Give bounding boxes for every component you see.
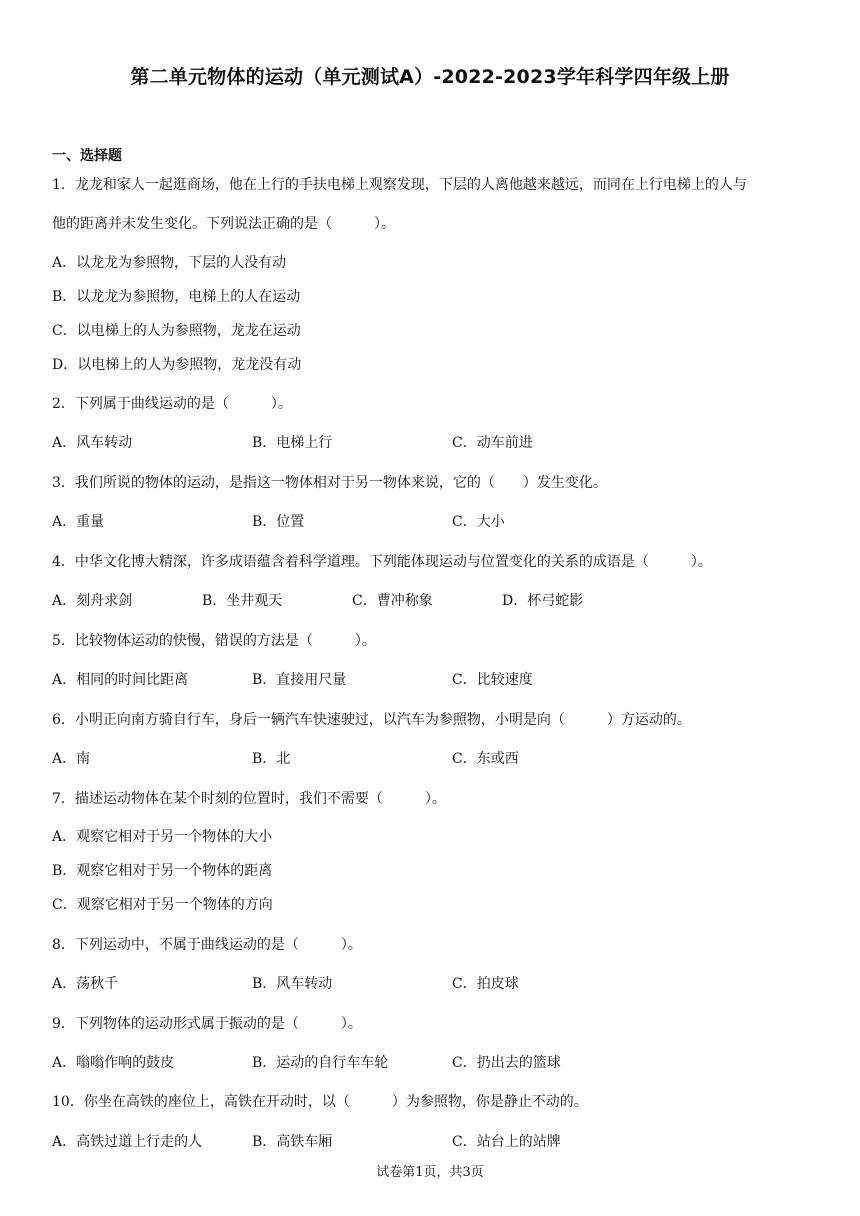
page-title: 第二单元物体的运动（单元测试A）-2022-2023学年科学四年级上册: [130, 66, 730, 88]
question-7-option-a[interactable]: A．观察它相对于另一个物体的大小: [52, 829, 273, 845]
question-5-option-b[interactable]: B．直接用尺量: [252, 672, 347, 688]
question-9-stem: 9．下列物体的运动形式属于振动的是（ ）。: [52, 1016, 362, 1032]
question-10-option-a[interactable]: A．高铁过道上行走的人: [52, 1134, 203, 1150]
question-9-option-c[interactable]: C．扔出去的篮球: [452, 1055, 561, 1071]
question-2-option-a[interactable]: A．风车转动: [52, 435, 133, 451]
question-4-option-b[interactable]: B．坐井观天: [202, 593, 283, 609]
question-1-option-c[interactable]: C．以电梯上的人为参照物，龙龙在运动: [52, 323, 301, 339]
question-3-option-a[interactable]: A．重量: [52, 514, 105, 530]
question-8-options: [52, 973, 812, 993]
question-4-option-d[interactable]: D．杯弓蛇影: [502, 593, 584, 609]
question-2-option-c[interactable]: C．动车前进: [452, 435, 533, 451]
question-6-stem: 6．小明正向南方骑自行车，身后一辆汽车快速驶过，以汽车为参照物，小明是向（ ）方运动的。: [52, 712, 691, 728]
question-5-stem: 5．比较物体运动的快慢，错误的方法是（ ）。: [52, 633, 376, 649]
page-footer: 试卷第1页，共3页: [376, 1165, 484, 1180]
question-6-option-c[interactable]: C．东或西: [452, 751, 519, 767]
question-8-option-a[interactable]: A．荡秋千: [52, 976, 119, 992]
question-7-option-c[interactable]: C．观察它相对于另一个物体的方向: [52, 897, 273, 913]
question-8-option-b[interactable]: B．风车转动: [252, 976, 333, 992]
question-8-stem: 8．下列运动中，不属于曲线运动的是（ ）。: [52, 937, 362, 953]
question-9-option-a[interactable]: A．嗡嗡作响的鼓皮: [52, 1055, 175, 1071]
question-4-option-c[interactable]: C．曹冲称象: [352, 593, 433, 609]
question-10-stem: 10．你坐在高铁的座位上，高铁在开动时，以（ ）为参照物，你是静止不动的。: [52, 1094, 588, 1110]
question-4-options: [52, 590, 812, 610]
question-5-options: [52, 669, 812, 689]
question-7-option-b[interactable]: B．观察它相对于另一个物体的距离: [52, 863, 273, 879]
question-3-option-b[interactable]: B．位置: [252, 514, 305, 530]
question-4-option-a[interactable]: A．刻舟求剑: [52, 593, 133, 609]
question-1-stem-line-2: 他的距离并未发生变化。下列说法正确的是（ ）。: [52, 216, 395, 232]
question-2-option-b[interactable]: B．电梯上行: [252, 435, 333, 451]
question-1-option-d[interactable]: D．以电梯上的人为参照物，龙龙没有动: [52, 357, 302, 373]
question-10-options: [52, 1131, 812, 1151]
question-2-stem: 2．下列属于曲线运动的是（ ）。: [52, 396, 292, 412]
question-3-option-c[interactable]: C．大小: [452, 514, 505, 530]
question-1-option-a[interactable]: A．以龙龙为参照物，下层的人没有动: [52, 255, 287, 271]
question-10-option-b[interactable]: B．高铁车厢: [252, 1134, 333, 1150]
question-5-option-c[interactable]: C．比较速度: [452, 672, 533, 688]
question-9-options: [52, 1052, 812, 1072]
question-7-stem: 7．描述运动物体在某个时刻的位置时，我们不需要（ ）。: [52, 791, 446, 807]
question-6-option-b[interactable]: B．北: [252, 751, 291, 767]
question-3-options: [52, 511, 812, 531]
question-6-options: [52, 748, 812, 768]
question-8-option-c[interactable]: C．拍皮球: [452, 976, 519, 992]
question-1-option-b[interactable]: B．以龙龙为参照物，电梯上的人在运动: [52, 289, 301, 305]
question-6-option-a[interactable]: A．南: [52, 751, 91, 767]
question-2-options: [52, 432, 812, 452]
question-3-stem: 3．我们所说的物体的运动，是指这一物体相对于另一物体来说，它的（ ）发生变化。: [52, 475, 607, 491]
question-5-option-a[interactable]: A．相同的时间比距离: [52, 672, 189, 688]
question-4-stem: 4．中华文化博大精深，许多成语蕴含着科学道理。下列能体现运动与位置变化的关系的成语是（ ）。: [52, 554, 712, 570]
section-heading: 一、选择题: [52, 148, 122, 164]
question-10-option-c[interactable]: C．站台上的站牌: [452, 1134, 561, 1150]
question-9-option-b[interactable]: B．运动的自行车车轮: [252, 1055, 389, 1071]
question-1-stem-line-1: 1．龙龙和家人一起逛商场，他在上行的手扶电梯上观察发现，下层的人离他越来越远，而同在上行电梯上的人与: [52, 177, 747, 193]
